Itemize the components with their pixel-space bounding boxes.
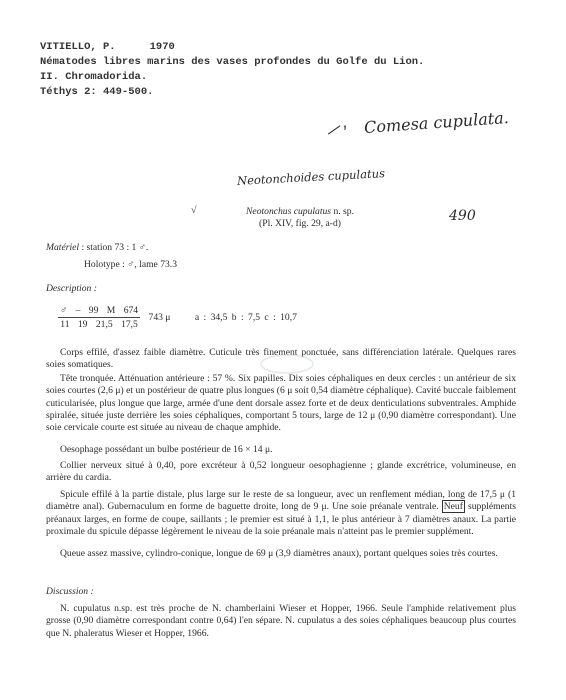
holotype-line: Holotype : ♂, lame 73.3	[84, 259, 177, 270]
handwritten-comesa-cupulata: Comesa cupulata.	[363, 107, 510, 138]
spicule-text-b: suppléments préanaux larges, en forme de coupe, saillants ; le premier est situé à 1,1, le plus antérieur à 7 diamètres anaux. La partie proximale du spicule dépasse légèrement le niveau de la soie préanale mais n'atteint pas le premier supplément.	[46, 501, 516, 537]
formula-total-length: 743 μ	[148, 312, 171, 323]
species-suffix: n. sp.	[331, 206, 354, 217]
species-plate-ref: (Pl. XIV, fig. 29, a-d)	[259, 218, 341, 230]
citation-header	[40, 40, 424, 100]
description-label: Description :	[46, 283, 97, 294]
handwritten-mark: —,	[321, 113, 350, 142]
citation-title-line2: II. Chromadorida.	[40, 71, 148, 83]
discussion-label: Discussion :	[46, 586, 94, 597]
paragraph-spicule	[46, 489, 516, 538]
citation-author: VITIELLO, P.	[40, 41, 116, 53]
measurement-formula	[58, 305, 297, 330]
material-label: Matériel	[46, 242, 80, 253]
paragraph-discussion: N. cupulatus n.sp. est très proche de N. chamberlaini Wieser et Hopper, 1966. Seule l'amphide relativement plus grosse (0,90 diamètre correspondant contre 0,64) l'en sépare. N. cupulatus a des soies céphaliques beaucoup plus courtes que N. phaleratus Wieser et Hopper, 1966.	[46, 603, 516, 639]
paragraph-nerve-ring: Collier nerveux situé à 0,40, pore excréteur à 0,52 longueur oesophagienne ; glande excrétrice, volumineuse, en arrière du cardia.	[46, 460, 516, 484]
paragraph-oesophagus: Oesophage possédant un bulbe postérieur de 16 × 14 μ.	[60, 444, 273, 455]
handwritten-page-number: 490	[449, 208, 476, 224]
material-line	[46, 242, 516, 254]
paragraph-tail: Queue assez massive, cylindro-conique, longue de 69 μ (3,9 diamètres anaux), portant quelques soies très courtes.	[60, 548, 498, 559]
paragraph-body: Corps effilé, d'assez faible diamètre. Cuticule très finement ponctuée, sans différenciation latérale. Quelques rares soies somatiques.	[46, 347, 516, 371]
material-text: : station 73 : 1 ♂.	[79, 242, 149, 253]
paragraph-head: Tête tronquée. Atténuation antérieure : 57 %. Six papilles. Dix soies céphaliques en deux cercles : un antérieur de six soies courtes (2,6 μ) et un postérieur de quatre plus longues (6 μ soit 0,54 diamètre céphalique). Cavité buccale faiblement cuticularisée, plus longue que large, armée d'une dent dorsale assez forte et de deux denticulations subventrales. Amphide spiralée, située juste derrière les soies céphaliques, comportant 5 tours, large de 12 μ (0,90 diamètre correspondant). Une soie cervicale courte est située au niveau de chaque amphide.	[46, 373, 516, 434]
species-name: Neotonchus cupulatus	[246, 206, 332, 217]
formula-top-row: ♂ – 99 M 674	[60, 305, 139, 316]
boxed-word-neuf: Neuf	[443, 501, 463, 513]
spicule-text-a: Spicule effilé à la partie distale, plus large sur le reste de sa longueur, avec un renflement médian, long de 17,5 μ (1 diamètre anal). Gubernaculum en forme de baguette droite, long de 9 μ. Une soie préanale ventrale.	[46, 489, 516, 513]
formula-ratios: a : 34,5 b : 7,5 c : 10,7	[194, 312, 297, 323]
check-mark-icon: √	[191, 205, 197, 216]
handwritten-neotonchoides: Neotonchoides cupulatus	[236, 166, 386, 188]
species-heading	[191, 205, 400, 231]
citation-title-line1: Nématodes libres marins des vases profondes du Golfe du Lion.	[40, 56, 425, 68]
citation-year: 1970	[149, 41, 175, 53]
citation-journal: Téthys 2: 449-500.	[40, 86, 154, 98]
formula-bottom-row: 11 19 21,5 17,5	[60, 319, 138, 330]
